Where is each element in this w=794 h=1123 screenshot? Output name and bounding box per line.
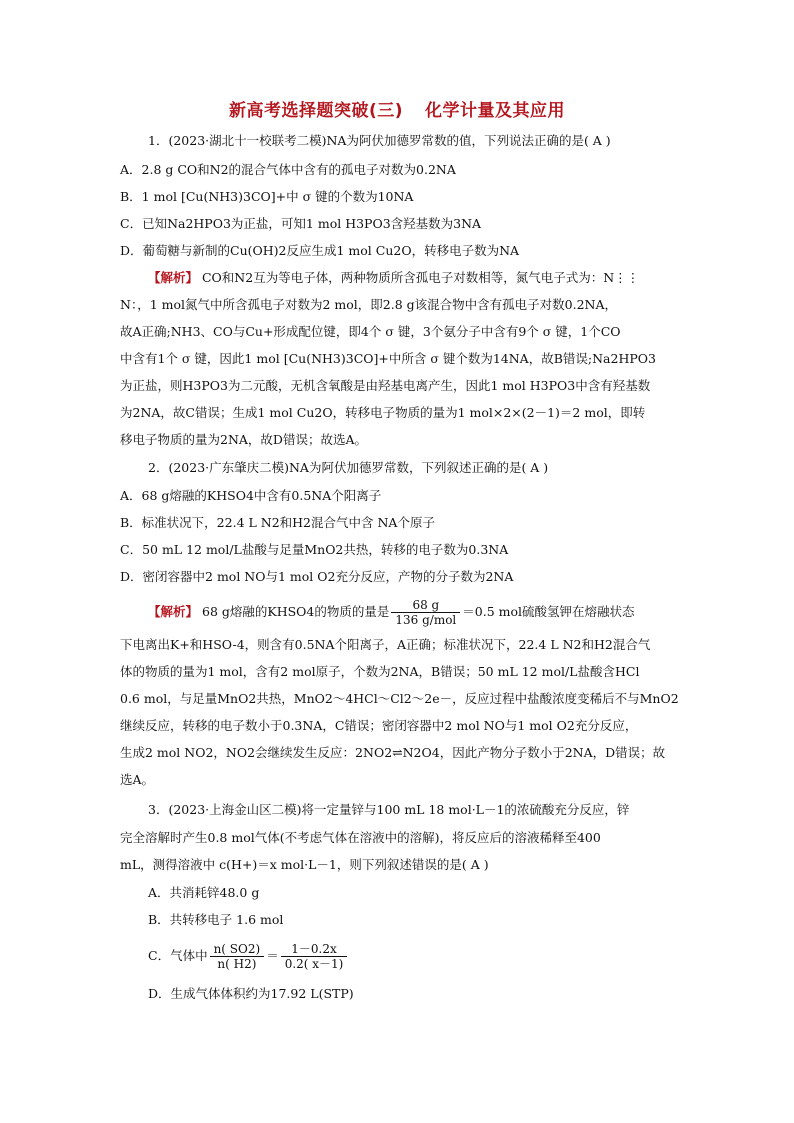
analysis-tag: 【解析】 [148,604,199,619]
page-title [0,96,794,121]
analysis-1-line-5: 为正盐，则H3PO3为二元酸，无机含氧酸是由羟基电离产生，因此1 mol H3PO3中含有羟基数 [120,378,651,393]
question-3-stem-1: 3．(2023·上海金山区二模)将一定量锌与100 mL 18 mol·L－1的浓硫酸充分反应，锌 [148,802,630,817]
q2-option-a: A．68 g熔融的KHSO4中含有0.5NA个阳离子 [120,488,382,503]
question-1-stem: 1．(2023·湖北十一校联考二模)NA为阿伏加德罗常数的值，下列说法正确的是( A ) [148,133,611,148]
analysis-1-line-4: 中含有1个 σ 键，因此1 mol [Cu(NH3)3CO]+中所含 σ 键个数为14NA，故B错误;Na2HPO3 [120,351,656,366]
analysis-1-line-2: N：，1 mol氮气中所含孤电子对数为2 mol，即2.8 g该混合物中含有孤电子对数0.2NA， [120,297,617,312]
q3-option-c: C．气体中 $\frac{n( SO2)}{n( H2)}$ ＝ $\frac{1-0.2x}{0.2( x-1)}$ [148,942,349,971]
analysis-1-line-3: 故A正确;NH3、CO与Cu+形成配位键，即4个 σ 键，3个氨分子中含有9个 σ 键，1个CO [120,324,621,339]
analysis-2-line-1: 【解析】 68 g熔融的KHSO4的物质的量是 $\frac{68 g}{\text{136 g/mol}}$ ＝0.5 mol硫酸氢钾在熔融状态 [148,598,635,627]
value-fraction: $\frac{1-0.2x}{0.2( x-1)}$ [281,942,348,971]
analysis-2-line-5: 继续反应，转移的电子数小于0.3NA，C错误；密闭容器中2 mol NO与1 mol O2充分反应， [120,718,638,733]
analysis-1-line-6: 为2NA，故C错误；生成1 mol Cu2O，转移电子物质的量为1 mol×2×(2－1)＝2 mol，即转 [120,405,646,420]
q3-option-a: A．共消耗锌48.0 g [148,885,260,900]
question-2-stem: 2．(2023·广东肇庆二模)NA为阿伏加德罗常数，下列叙述正确的是( A ) [148,460,549,475]
title-part1: 新高考选择题突破(三) [228,101,404,121]
q1-option-d: D．葡萄糖与新制的Cu(OH)2反应生成1 mol Cu2O，转移电子数为NA [120,243,520,258]
q1-option-a: A．2.8 g CO和N2的混合气体中含有的孤电子对数为0.2NA [120,162,456,177]
q1-option-b: B．1 mol [Cu(NH3)3CO]+中 σ 键的个数为10NA [120,189,414,204]
analysis-2-line-7: 选A。 [120,772,155,787]
title-part2: 化学计量及其应用 [425,101,566,121]
q2-option-c: C．50 mL 12 mol/L盐酸与足量MnO2共热，转移的电子数为0.3NA [120,542,509,557]
analysis-tag: 【解析】 [148,270,199,285]
q2-option-b: B．标准状况下，22.4 L N2和H2混合气中含 NA个原子 [120,515,435,530]
analysis-2-line-4: 0.6 mol，与足量MnO2共热，MnO2～4HCl～Cl2～2e－，反应过程中盐酸浓度变稀后不与MnO2 [120,691,679,706]
q1-option-c: C．已知Na2HPO3为正盐，可知1 mol H3PO3含羟基数为3NA [120,216,482,231]
gas-ratio-fraction: $\frac{n( SO2)}{n( H2)}$ [210,942,265,971]
q3-option-d: D．生成气体体积约为17.92 L(STP) [148,986,354,1001]
question-3-stem-2: 完全溶解时产生0.8 mol气体(不考虑气体在溶液中的溶解)，将反应后的溶液稀释至400 [120,830,601,845]
analysis-2-line-2: 下电离出K+和HSO-4，则含有0.5NA个阳离子，A正确；标准状况下，22.4 L N2和H2混合气 [120,637,651,652]
molar-fraction: $\frac{68 g}{\text{136 g/mol}}$ [391,598,460,627]
question-3-stem-3: mL，测得溶液中 c(H+)＝x mol·L－1，则下列叙述错误的是( A ) [120,857,489,872]
q2-option-d: D．密闭容器中2 mol NO与1 mol O2充分反应，产物的分子数为2NA [120,569,514,584]
analysis-1-line-7: 移电子物质的量为2NA，故D错误；故选A。 [120,432,367,447]
analysis-2-line-3: 体的物质的量为1 mol，含有2 mol原子，个数为2NA，B错误；50 mL 12 mol/L盐酸含HCl [120,664,640,679]
analysis-2-line-6: 生成2 mol NO2，NO2会继续发生反应：2NO2⇌N2O4，因此产物分子数小于2NA，D错误；故 [120,745,666,760]
q3-option-b: B．共转移电子 1.6 mol [148,912,284,927]
analysis-1-line-1: 【解析】 CO和N2互为等电子体，两种物质所含孤电子对数相等，氮气电子式为：N⋮⋮ [148,270,640,285]
